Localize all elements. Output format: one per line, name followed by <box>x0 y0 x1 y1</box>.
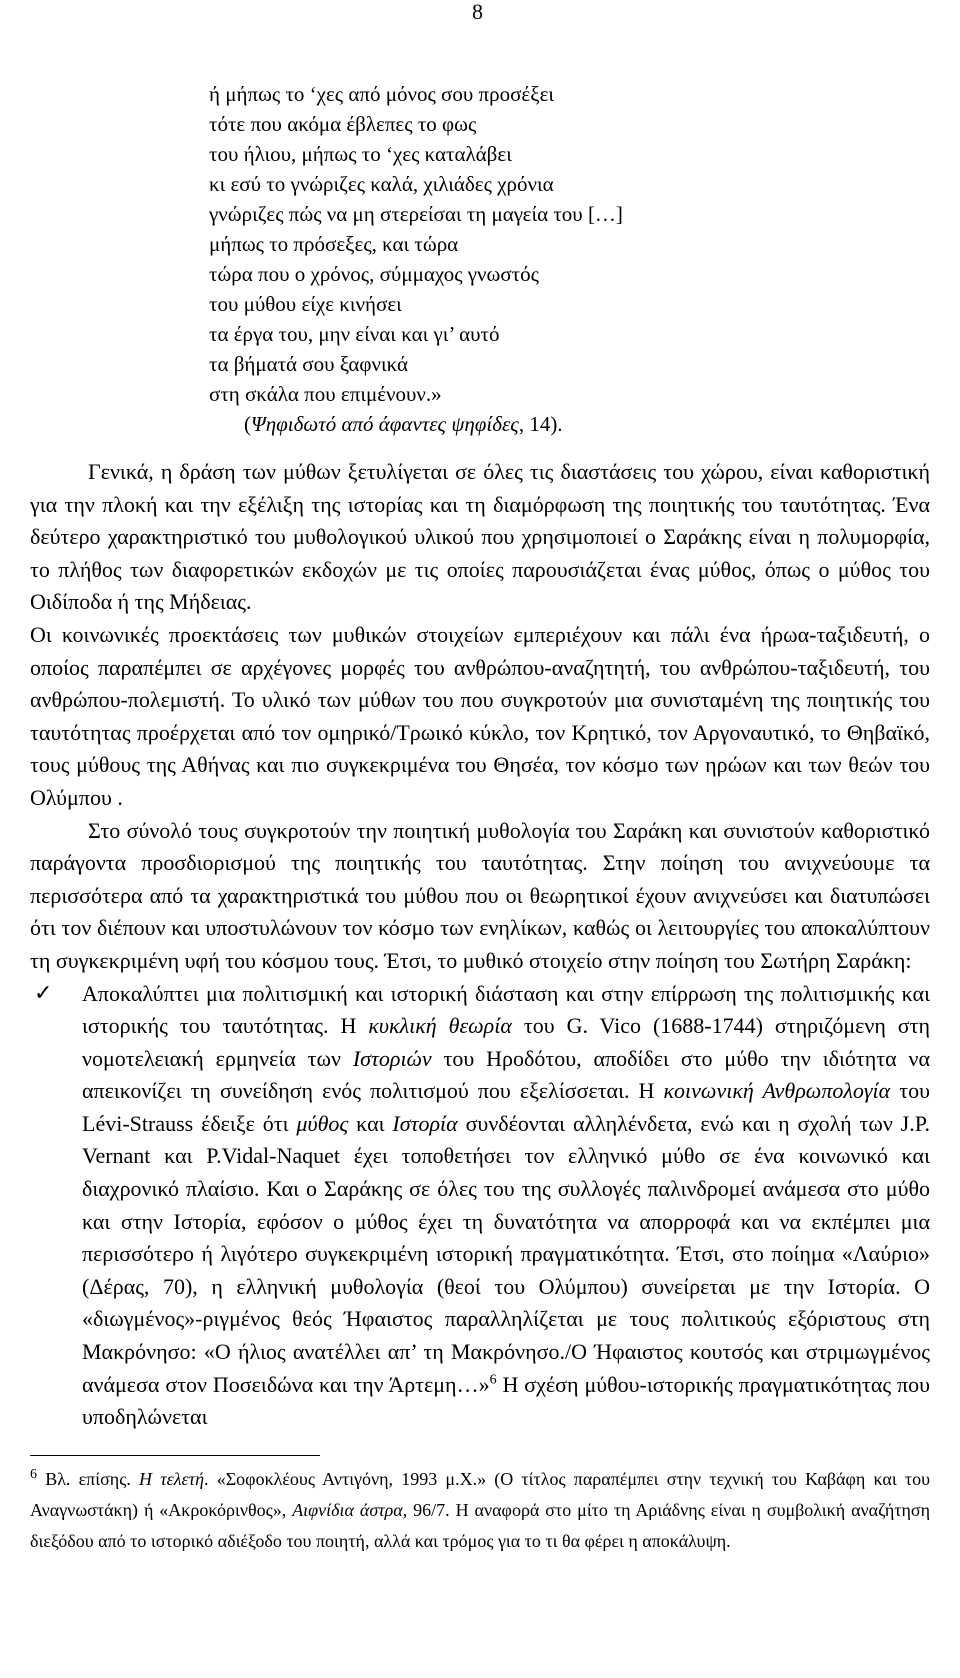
poem-line: ή μήπως το ‘χες από μόνος σου προσέξει <box>209 82 555 106</box>
poem-line: τώρα που ο χρόνος, σύμμαχος γνωστός <box>209 262 539 286</box>
checkmark-icon: ✓ <box>34 980 53 1006</box>
paragraph-3: Στο σύνολό τους συγκροτούν την ποιητική μυθολογία του Σαράκη και συνιστούν καθοριστικό παράγοντα προσδιορισμού της ποιητικής του ταυτότητας. Στην ποίηση του ανιχνεύουμε τα περισσότερα από τα χαρακτηριστικά του μύθου που οι θεωρητικοί έχουν ανιχνεύσει και διατυπώσει ότι τον διέπουν και υποστυλώνουν τον κόσμο των ενηλίκων, καθώς οι λειτουργίες του αποκαλύπτουν τη συγκεκριμένη υφή του κόσμου τους. Έτσι, το μυθικό στοιχείο στην ποίηση του Σωτήρη Σαράκη: <box>30 817 930 973</box>
poem-line: μήπως το πρόσεξες, και τώρα <box>209 232 459 256</box>
poem-line: τα έργα του, μην είναι και γι’ αυτό <box>209 322 500 346</box>
footnote-number: 6 <box>30 1467 37 1482</box>
paragraph-1: Γενικά, η δράση των μύθων ξετυλίγεται σε όλες τις διαστάσεις του χώρου, είναι καθοριστική για την πλοκή και την εξέλιξη της ιστορίας και τη διαμόρφωση της ποιητικής του ταυτότητας. Ένα δεύτερο χαρακτηριστικό του μυθολογικού υλικού που χρησιμοποιεί ο Σαράκης είναι η πολυμορφία, το πλήθος των διαφορετικών εκδοχών με τις οποίες παρουσιάζεται ένας μύθος, όπως ο μύθος του Οιδίποδα ή της Μήδειας. <box>30 459 930 615</box>
poem-line: στη σκάλα που επιμένουν.» <box>209 382 442 406</box>
poem-quotation <box>209 79 623 439</box>
poem-line: του ήλιου, μήπως το ‘χες καταλάβει <box>209 142 512 166</box>
poem-line: του μύθου είχε κινήσει <box>209 292 402 316</box>
poem-citation: (Ψηφιδωτό από άφαντες ψηφίδες, 14). <box>244 412 563 436</box>
page-number: 8 <box>472 0 483 24</box>
citation-title: Ψηφιδωτό από άφαντες ψηφίδες <box>251 412 519 436</box>
footnote-reference: 6 <box>489 1372 497 1388</box>
poem-line: κι εσύ το γνώριζες καλά, χιλιάδες χρόνια <box>209 172 554 196</box>
footnote: $^6$ Βλ. επίσης. Η τελετή. «Σοφοκλέους Αντιγόνη, 1993 μ.Χ.» (Ο τίτλος παραπέμπει στην τεχνική του Καβάφη και του Αναγνωστάκη) ή «Ακροκόρινθος», Αιφνίδια άστρα, 96/7. Η αναφορά στο μίτο τη Αριάδνης είναι η συμβολική αναζήτηση διεξόδου από το ιστορικό αδιέξοδο του ποιητή, αλλά και τρόμος για το τι θα φέρει η αποκάλυψη. <box>30 1467 930 1551</box>
paragraph-2: Οι κοινωνικές προεκτάσεις των μυθικών στοιχείων εμπεριέχουν και πάλι ένα ήρωα-ταξιδευτή, ο οποίος παραπέμπει σε αρχέγονες μορφές του ανθρώπου-αναζητητή, του ανθρώπου-ταξιδευτή, του ανθρώπου-πολεμιστή. Το υλικό των μύθων του που συγκροτούν μια συνισταμένη της ποιητικής του ταυτότητας προέρχεται από τον ομηρικό/Τρωικό κύκλο, τον Κρητικό, τον Αργοναυτικό, το Θηβαϊκό, τους μύθους της Αθήνας και πιο συγκεκριμένα του Θησέα, τον κόσμο των ηρώων και των θεών του Ολύμπου . <box>30 621 930 810</box>
body-text <box>30 456 930 1434</box>
poem-line: τότε που ακόμα έβλεπες το φως <box>209 112 477 136</box>
bullet-item: ✓ Αποκαλύπτει μια πολιτισμική και ιστορική διάσταση και στην επίρρωση της πολιτισμικής και ιστορικής του ταυτότητας. Η κυκλική θεωρία του G. Vico (1688-1744) στηριζόμενη στη νομοτελειακή ερμηνεία των Ιστοριών του Ηροδότου, αποδίδει στο μύθο την ιδιότητα να απεικονίζει τη συνείδηση ενός πολιτισμού που εξελίσσεται. Η κοινωνική Ανθρωπολογία του Lévi-Strauss έδειξε ότι μύθος και Ιστορία συνδέονται αλληλένδετα, ενώ και η σχολή των J.P. Vernant και P.Vidal-Naquet έχει τοποθετήσει τον ελληνικό μύθο σε ένα κοινωνικό και διαχρονικό πλαίσιο. Και ο Σαράκης σε όλες του της συλλογές παλινδρομεί ανάμεσα στο μύθο και στην Ιστορία, εφόσον ο μύθος έχει τη δυνατότητα να απορροφά και να εκπέμπει μια περισσότερο ή λιγότερο συγκεκριμένη ιστορική πραγματικότητα. Έτσι, στο ποίημα «Λαύριο» (Δέρας, 70), η ελληνική μυθολογία (θεοί του Ολύμπου) συνείρεται με την Ιστορία. Ο «διωγμένος»-ριγμένος θεός Ήφαιστος παραλληλίζεται με τους πολιτικούς εξόριστους στη Μακρόνησο: «Ο ήλιος ανατέλλει απ’ τη Μακρόνησο./Ο Ήφαιστος κουτσός και στριμωγμένος ανάμεσα στον Ποσειδώνα και την Άρτεμη…»$^6$ Η σχέση μύθου-ιστορικής πραγματικότητας που υποδηλώνεται <box>30 978 930 1434</box>
poem-line: γνώριζες πώς να μη στερείσαι τη μαγεία του […] <box>209 202 623 226</box>
poem-line: τα βήματά σου ξαφνικά <box>209 352 409 376</box>
footnote-separator <box>30 1455 320 1456</box>
